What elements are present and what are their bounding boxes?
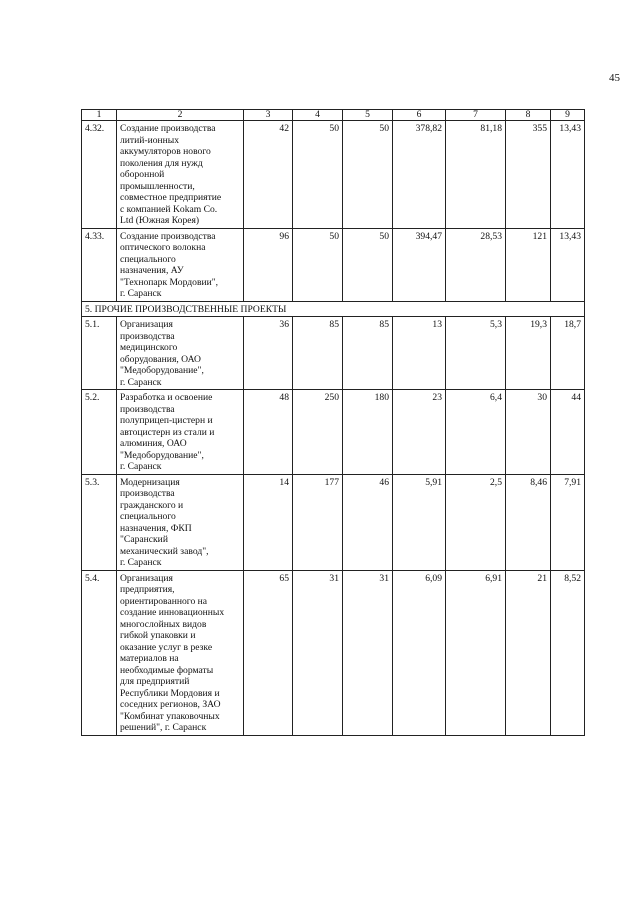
header-cell: 6 — [393, 110, 446, 121]
project-name — [117, 121, 244, 229]
project-name-line: предприятия, — [120, 584, 175, 595]
project-name-line: оптического волокна — [120, 242, 206, 253]
header-cell: 2 — [117, 110, 244, 121]
project-name-line: соседних регионов, ЗАО — [120, 699, 221, 710]
row-index: 4.33. — [82, 228, 117, 301]
value-c7: 6,4 — [446, 390, 506, 475]
value-c5: 31 — [343, 570, 393, 735]
project-name-line: г. Саранск — [120, 557, 162, 568]
value-c5: 50 — [343, 228, 393, 301]
value-c9: 18,7 — [551, 317, 585, 390]
value-c3: 42 — [244, 121, 293, 229]
project-name-line: назначения, АУ — [120, 265, 184, 276]
project-name-line: гражданского и — [120, 499, 184, 511]
project-name-line: механический завод", — [120, 545, 209, 557]
project-name-line: промышленности, — [120, 180, 195, 192]
project-name-line: полуприцеп-цистерн и — [120, 415, 213, 426]
project-name-line: автоцистерн из стали и — [120, 426, 215, 438]
value-c8: 121 — [506, 228, 551, 301]
project-name-line: гибкой упаковки и — [120, 630, 196, 641]
header-cell: 5 — [343, 110, 393, 121]
value-c9: 8,52 — [551, 570, 585, 735]
project-name — [117, 228, 244, 301]
project-name — [117, 317, 244, 390]
project-name-line: Создание производства — [120, 123, 216, 134]
project-name-line: оборонной — [120, 169, 165, 180]
header-cell: 7 — [446, 110, 506, 121]
value-c9: 7,91 — [551, 474, 585, 570]
project-name-line: назначения, ФКП — [120, 522, 192, 534]
project-name-line: "Комбинат упаковочных — [120, 710, 220, 722]
table-row — [82, 228, 585, 301]
value-c9: 13,43 — [551, 121, 585, 229]
table-row — [82, 390, 585, 475]
header-cell: 4 — [293, 110, 343, 121]
page-number: 45 — [609, 72, 620, 84]
value-c8: 355 — [506, 121, 551, 229]
project-name-line: аккумуляторов нового — [120, 146, 211, 157]
value-c3: 36 — [244, 317, 293, 390]
value-c8: 30 — [506, 390, 551, 475]
header-row — [82, 110, 585, 121]
table-row — [82, 317, 585, 390]
value-c7: 5,3 — [446, 317, 506, 390]
value-c3: 48 — [244, 390, 293, 475]
header-cell: 9 — [551, 110, 585, 121]
project-name-line: производства — [120, 488, 175, 499]
value-c7: 2,5 — [446, 474, 506, 570]
project-name-line: совместное предприятие — [120, 192, 222, 203]
value-c6: 378,82 — [393, 121, 446, 229]
project-name-line: Республики Мордовия и — [120, 687, 220, 699]
value-c5: 180 — [343, 390, 393, 475]
table-row — [82, 474, 585, 570]
value-c8: 21 — [506, 570, 551, 735]
value-c5: 50 — [343, 121, 393, 229]
value-c7: 81,18 — [446, 121, 506, 229]
value-c5: 46 — [343, 474, 393, 570]
value-c9: 44 — [551, 390, 585, 475]
table-row — [82, 570, 585, 735]
project-name-line: г. Саранск — [120, 376, 162, 388]
row-index: 5.2. — [82, 390, 117, 475]
project-name-line: с компанией Kokam Co. — [120, 203, 218, 215]
header-cell: 1 — [82, 110, 117, 121]
project-name-line: создание инновационных — [120, 607, 225, 618]
row-index: 5.3. — [82, 474, 117, 570]
project-name-line: специального — [120, 511, 176, 522]
project-name-line: оказание услуг в резке — [120, 641, 213, 653]
section-row — [82, 301, 585, 317]
project-name-line: г. Саранск — [120, 461, 162, 472]
project-name-line: медицинского — [120, 342, 178, 353]
project-name-line: многослойных видов — [120, 618, 207, 630]
project-name-line: "Саранский — [120, 534, 168, 545]
value-c7: 28,53 — [446, 228, 506, 301]
project-name-line: Разработка и освоение — [120, 392, 213, 403]
project-name-line: Организация — [120, 572, 173, 584]
project-name-line: литий-ионных — [120, 134, 180, 146]
value-c4: 85 — [293, 317, 343, 390]
project-name-line: "Технопарк Мордовии", — [120, 276, 219, 288]
value-c3: 14 — [244, 474, 293, 570]
project-name-line: Организация — [120, 319, 173, 330]
value-c3: 96 — [244, 228, 293, 301]
value-c9: 13,43 — [551, 228, 585, 301]
value-c4: 177 — [293, 474, 343, 570]
project-name-line: г. Саранск — [120, 288, 162, 299]
project-name-line: "Медоборудование", — [120, 449, 204, 461]
value-c4: 50 — [293, 121, 343, 229]
value-c5: 85 — [343, 317, 393, 390]
project-name-line: оборудования, ОАО — [120, 353, 201, 365]
project-name-line: решений", г. Саранск — [120, 722, 207, 733]
header-cell: 3 — [244, 110, 293, 121]
value-c8: 19,3 — [506, 317, 551, 390]
project-name-line: производства — [120, 403, 175, 415]
value-c6: 13 — [393, 317, 446, 390]
project-name-line: Ltd (Южная Корея) — [120, 215, 200, 226]
value-c6: 6,09 — [393, 570, 446, 735]
project-name-line: ориентированного на — [120, 595, 208, 607]
project-name — [117, 474, 244, 570]
value-c6: 394,47 — [393, 228, 446, 301]
project-name-line: поколения для нужд — [120, 157, 203, 169]
project-name-line: необходимые форматы — [120, 664, 214, 676]
value-c4: 250 — [293, 390, 343, 475]
value-c6: 23 — [393, 390, 446, 475]
value-c7: 6,91 — [446, 570, 506, 735]
project-name — [117, 570, 244, 735]
value-c6: 5,91 — [393, 474, 446, 570]
row-index: 5.4. — [82, 570, 117, 735]
project-name-line: для предприятий — [120, 676, 190, 687]
project-name-line: Модернизация — [120, 476, 180, 488]
value-c4: 31 — [293, 570, 343, 735]
project-name-line: производства — [120, 330, 175, 342]
value-c4: 50 — [293, 228, 343, 301]
header-cell: 8 — [506, 110, 551, 121]
row-index: 4.32. — [82, 121, 117, 229]
project-name-line: "Медоборудование", — [120, 365, 204, 376]
project-name-line: Создание производства — [120, 230, 216, 242]
projects-table — [81, 109, 585, 736]
value-c3: 65 — [244, 570, 293, 735]
section-title: 5. ПРОЧИЕ ПРОИЗВОДСТВЕННЫЕ ПРОЕКТЫ — [82, 301, 585, 317]
row-index: 5.1. — [82, 317, 117, 390]
project-name-line: специального — [120, 253, 176, 265]
table-row — [82, 121, 585, 229]
project-name — [117, 390, 244, 475]
project-name-line: алюминия, ОАО — [120, 438, 187, 449]
value-c8: 8,46 — [506, 474, 551, 570]
project-name-line: материалов на — [120, 653, 179, 664]
